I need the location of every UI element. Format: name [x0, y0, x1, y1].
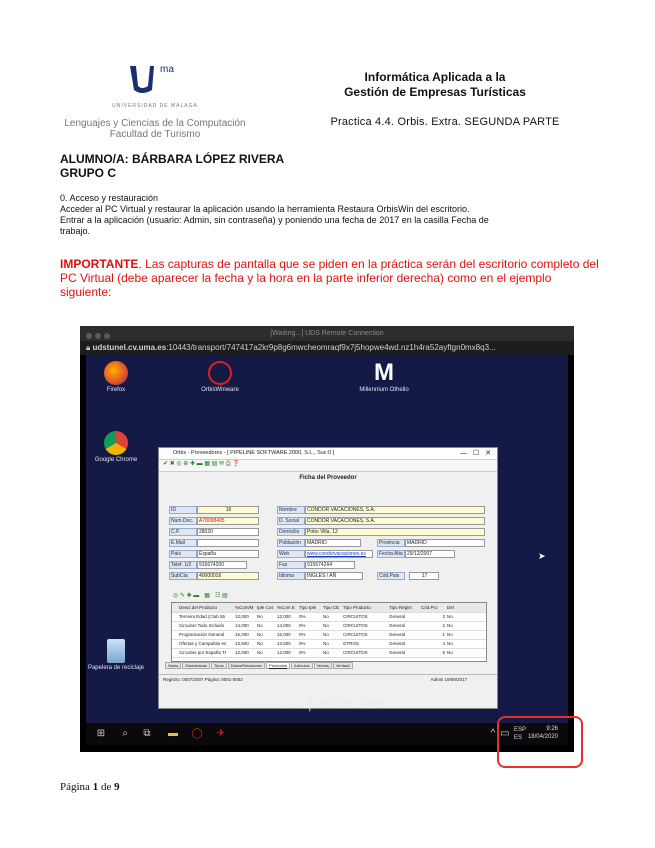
table-cell: 12,000: [235, 650, 249, 655]
desktop-icon-label: Papelera de reciclaje: [87, 665, 145, 671]
remote-desktop-screenshot: [80, 326, 574, 752]
desktop-icon-firefox: [86, 361, 146, 393]
orbis-toolbar: [159, 460, 497, 472]
important-note: [60, 257, 600, 299]
keyboard-code: ES: [514, 735, 523, 741]
orbis-window-title: Orbis - Proveedores - [ PIPELINE SOFTWARE 2000, S.L., Suc:0 ]: [173, 450, 335, 456]
cod-pais-field[interactable]: 17: [409, 572, 439, 580]
table-cell: No: [323, 650, 329, 655]
grid-header-cell: %Com E: [277, 605, 295, 610]
idioma-select[interactable]: INGLES / AÑ: [305, 572, 363, 580]
status-right: Admin 19/09/2017: [430, 677, 467, 682]
domicilio-label: Domicilio: [277, 528, 305, 536]
nombre-field[interactable]: CONDOR VACACIONES, S.A.: [305, 506, 485, 514]
uma-logo-text: UNIVERSIDAD DE MÁLAGA: [236, 704, 301, 710]
url-bar: [80, 341, 574, 355]
clock-date: 18/04/2020: [527, 734, 558, 740]
orbis-titlebar: [159, 448, 497, 460]
products-grid: [171, 602, 487, 662]
total-pages: 9: [114, 781, 120, 793]
url-path: :10443/transport/747417a2kr9p8g6mwcheomraqf9x7j5hopwe4wd.nz1h4ra52ayftgn0mx8q3...: [166, 343, 496, 352]
table-cell: General: [389, 614, 406, 619]
table-cell: CIRCUITOS: [343, 632, 368, 637]
grid-header-cell: %Com/M: [235, 605, 254, 610]
cod-pais-label: Cód.Pais: [377, 572, 405, 580]
table-cell: General: [389, 632, 406, 637]
lock-icon: 🔒︎: [86, 343, 93, 352]
mouse-cursor-icon: ➤: [538, 551, 546, 561]
app-taskbar-icon[interactable]: ✈: [216, 728, 226, 739]
id-label: ID: [169, 506, 197, 514]
maximize-icon[interactable]: ☐: [473, 450, 480, 457]
table-cell: OTROS: [343, 641, 360, 646]
table-cell: 0%: [299, 623, 306, 628]
tab-estadisticas[interactable]: Estadísticas: [182, 662, 210, 669]
grid-header-cell: Tipo Régim: [389, 605, 412, 610]
student-info: [60, 152, 284, 180]
desktop-icon-label: Millennium Othello: [359, 387, 409, 393]
table-cell: General: [389, 623, 406, 628]
department-line: Lenguajes y Ciencias de la Computación: [64, 118, 246, 129]
practice-title: Practica 4.4. Orbis. Extra. SEGUNDA PARTE: [330, 116, 560, 128]
fecha-alta-field[interactable]: 29/12/2007: [405, 550, 455, 558]
tab-ventas[interactable]: Ventas: [314, 662, 332, 669]
telef-field[interactable]: 915674200: [197, 561, 247, 569]
table-cell: 12,000: [277, 650, 291, 655]
web-label: Web: [277, 550, 305, 558]
table-cell: 13,500: [235, 641, 249, 646]
form-title: Ficha del Proveedor: [299, 475, 357, 481]
table-cell: 3: [442, 614, 445, 619]
orbis-icon: [208, 361, 232, 385]
firefox-icon: [104, 361, 128, 385]
table-cell: No: [257, 650, 263, 655]
language-code: ESP: [514, 727, 527, 733]
instruction-line: trabajo.: [60, 226, 91, 236]
instructions: [60, 193, 600, 237]
student-name: ALUMNO/A: BÁRBARA LÓPEZ RIVERA: [60, 152, 285, 166]
desktop-icon-label: OrbisWinware: [201, 387, 239, 393]
pais-select[interactable]: España: [197, 550, 259, 558]
dsocial-field[interactable]: CONDOR VACACIONES, S.A.: [305, 517, 485, 525]
table-cell: Circuitos por España Tt: [179, 650, 226, 655]
provincia-field[interactable]: MADRID: [405, 539, 485, 547]
desktop-icon-chrome: [86, 431, 146, 463]
page-footer: [60, 781, 120, 793]
table-cell: 14,000: [277, 623, 291, 628]
fax-label: Fax: [277, 561, 305, 569]
important-text: . Las capturas de pantalla que se piden en la práctica serán del escritorio completo del PC Virtual (debe aparecer la fecha y la hora en la parte inferior derecha) como en el ejemplo siguiente:: [60, 257, 599, 299]
orbis-window: [158, 447, 498, 709]
cp-label: C.P.: [169, 528, 197, 536]
dsocial-label: D. Social: [277, 517, 305, 525]
desktop-icon-label: Firefox: [106, 387, 126, 393]
table-row[interactable]: [172, 648, 486, 658]
tab-datos-relaciones[interactable]: Datos/Relaciones: [228, 662, 265, 669]
network-icon[interactable]: ▭: [500, 728, 510, 739]
fax-field[interactable]: 915674264: [305, 561, 355, 569]
grid-header-cell: Tipo Iple: [299, 605, 317, 610]
pais-label: País: [169, 550, 197, 558]
zoom-dot-icon: [104, 333, 110, 339]
table-cell: No: [447, 641, 453, 646]
orbis-taskbar-icon[interactable]: ◯: [191, 728, 203, 739]
tab-notas[interactable]: Notas: [165, 662, 181, 669]
grid-header-cell: Tipo Producto: [343, 605, 371, 610]
instruction-line: Acceder al PC Virtual y restaurar la aplicación usando la herramienta Restaura OrbisWin del escritorio.: [60, 204, 470, 214]
student-group: GRUPO C: [60, 166, 117, 180]
close-icon[interactable]: ✕: [485, 450, 491, 457]
file-explorer-icon[interactable]: ▬: [168, 728, 178, 739]
grid-header-cell: Cód.Pro: [421, 605, 438, 610]
minimize-icon[interactable]: —: [460, 450, 468, 457]
table-cell: Programación General: [179, 632, 225, 637]
remote-window-title: [Waiting...] UDS Remote Connection: [270, 330, 384, 337]
course-line-2: Gestión de Empresas Turísticas: [344, 85, 526, 99]
tray-chevron-icon[interactable]: ^: [490, 728, 496, 739]
table-cell: No: [323, 623, 329, 628]
table-cell: 15,000: [235, 632, 249, 637]
table-cell: No: [257, 632, 263, 637]
table-cell: 2: [442, 623, 445, 628]
grid-header-cell: Iple Cos: [257, 605, 274, 610]
footer-prefix: Página: [60, 781, 93, 793]
grid-header-cell: Descr.del Producto: [179, 605, 218, 610]
poblacion-field[interactable]: MADRID: [305, 539, 361, 547]
table-cell: 0%: [299, 650, 306, 655]
poblacion-label: Población: [277, 539, 305, 547]
tab-tipos[interactable]: Tipos: [211, 662, 227, 669]
table-cell: 4: [442, 641, 445, 646]
numdoc-label: Num.Doc.: [169, 517, 197, 525]
svg-text:ma: ma: [160, 64, 174, 75]
table-cell: 12,000: [277, 614, 291, 619]
tab-ventas2[interactable]: Ventas2: [333, 662, 353, 669]
search-icon[interactable]: ⌕: [122, 728, 128, 739]
table-cell: General: [389, 650, 406, 655]
subcta-label: SubCta: [169, 572, 197, 580]
grid-header-cell: Tipo CE: [323, 605, 340, 610]
tab-productos[interactable]: Productos: [266, 662, 290, 669]
table-cell: 0%: [299, 641, 306, 646]
current-page: 1: [92, 781, 99, 793]
orbis-window-controls: [460, 448, 491, 459]
instruction-line: Entrar a la aplicación (usuario: Admin, sin contraseña) y poniendo una fecha de 2017 en la casilla Fecha de: [60, 215, 489, 225]
id-field[interactable]: 16: [197, 506, 259, 514]
course-line-1: Informática Aplicada a la: [364, 70, 506, 84]
windows-taskbar: [86, 723, 568, 745]
department: [60, 118, 250, 140]
status-left: Registro: 0007/2007 Página: 0001-0002: [163, 677, 243, 682]
toolbar-icons[interactable]: ✔ ✖ ◎ ⊕ ✚ ▬ ▦ ▤ ✉ ⎙ ❓: [163, 461, 240, 467]
tab-articulos[interactable]: Artículos: [291, 662, 313, 669]
table-cell: Circuitos Todo Incluido: [179, 623, 225, 628]
faculty-line: Facultad de Turismo: [109, 129, 201, 140]
start-icon[interactable]: ⊞: [96, 728, 106, 739]
email-label: E.Mail: [169, 539, 197, 547]
table-cell: 13,500: [277, 641, 291, 646]
task-view-icon[interactable]: ⧉: [143, 728, 151, 739]
table-cell: No: [257, 623, 263, 628]
table-cell: 14,000: [235, 623, 249, 628]
provincia-label: Provincia: [377, 539, 405, 547]
footer-middle: de: [98, 781, 115, 793]
orbis-status-bar: [159, 674, 497, 684]
table-cell: 0%: [299, 632, 306, 637]
minimize-dot-icon: [95, 333, 101, 339]
table-cell: No: [257, 614, 263, 619]
table-cell: CIRCUITOS: [343, 623, 368, 628]
web-field[interactable]: www.condorvacaciones.es: [305, 550, 373, 558]
desktop-icon-orbiswinware: [190, 361, 250, 393]
table-cell: No: [323, 632, 329, 637]
table-cell: No: [323, 614, 329, 619]
grid-header-cell: Del: [447, 605, 454, 610]
remote-window-titlebar: [80, 326, 574, 341]
table-cell: No: [257, 641, 263, 646]
chrome-icon: [104, 431, 128, 455]
domicilio-field[interactable]: Pobo Villa, 12: [305, 528, 485, 536]
fecha-alta-label: Fecha Alta: [377, 550, 405, 558]
cp-field[interactable]: 28020: [197, 528, 259, 536]
idioma-label: Idioma: [277, 572, 305, 580]
table-cell: No: [447, 623, 453, 628]
university-logos: UNIVERSIDAD DE MÁLAGA │ uma.es evit: [236, 699, 382, 711]
table-cell: No: [447, 614, 453, 619]
table-cell: Ofertas y Campañas es: [179, 641, 227, 646]
email-field[interactable]: [197, 539, 259, 547]
table-cell: 1: [442, 632, 445, 637]
important-label: IMPORTANTE: [60, 257, 139, 271]
url-host: udstunel.cv.uma.es: [92, 343, 167, 352]
table-cell: Terceira Edad (Club 55: [179, 614, 226, 619]
section-title: 0. Acceso y restauración: [60, 193, 159, 203]
table-cell: CIRCUITOS: [343, 650, 368, 655]
table-cell: 5: [442, 650, 445, 655]
table-cell: 15,000: [277, 632, 291, 637]
evit-logo: evit: [362, 699, 382, 711]
recycle-bin-icon: [107, 639, 125, 663]
table-cell: No: [447, 650, 453, 655]
umaes-logo: uma.es: [316, 699, 353, 711]
university-name: UNIVERSIDAD DE MÁLAGA: [112, 103, 198, 109]
course-title: [300, 70, 570, 100]
grid-toolbar-icons[interactable]: ◎ ✎ ✚ ▬ ▦ ☷ ▤: [173, 593, 228, 599]
table-cell: No: [323, 641, 329, 646]
table-cell: 12,000: [235, 614, 249, 619]
numdoc-field[interactable]: A78098495: [197, 517, 259, 525]
telef-label: Telef. 1/2: [169, 561, 197, 569]
table-cell: 0%: [299, 614, 306, 619]
desktop-icon-millennium: [348, 361, 420, 393]
subcta-field[interactable]: 40000016: [197, 572, 259, 580]
millennium-icon: M: [374, 359, 394, 386]
nombre-label: Nombre: [277, 506, 305, 514]
desktop-icon-recycle-bin: [86, 639, 146, 671]
clock-time: 9:26: [546, 726, 558, 732]
clock-highlight-box: [497, 716, 583, 768]
orbis-tabs: [165, 662, 354, 670]
desktop-icon-label: Google Chrome: [94, 457, 138, 463]
close-dot-icon: [86, 333, 92, 339]
table-cell: No: [447, 632, 453, 637]
desktop: [86, 355, 568, 723]
table-cell: General: [389, 641, 406, 646]
table-cell: CIRCUITOS: [343, 614, 368, 619]
